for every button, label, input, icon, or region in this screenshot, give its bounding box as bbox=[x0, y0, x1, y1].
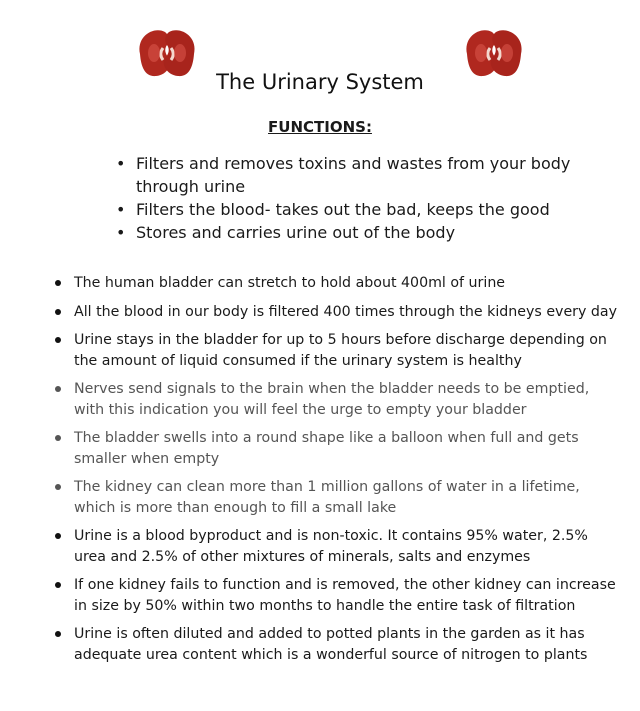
fact-text: The bladder swells into a round shape like a balloon when full and gets smaller when empty bbox=[74, 430, 579, 467]
fact-text: Urine is a blood byproduct and is non-toxic. It contains 95% water, 2.5% urea and 2.5% of other mixtures of minerals, salts and enzymes bbox=[74, 528, 588, 565]
bullet-icon bbox=[55, 309, 61, 315]
fact-text: The human bladder can stretch to hold about 400ml of urine bbox=[74, 275, 506, 291]
function-text: Filters and removes toxins and wastes from your body through urine bbox=[136, 154, 571, 196]
fact-item bbox=[52, 477, 622, 518]
bullet-icon: • bbox=[116, 200, 126, 219]
fact-text: All the blood in our body is filtered 400 times through the kidneys every day bbox=[74, 303, 618, 320]
fact-item bbox=[52, 526, 622, 567]
fact-text: Urine stays in the bladder for up to 5 hours before discharge depending on the amount of liquid consumed if the urinary system is healthy bbox=[74, 332, 607, 369]
fact-item bbox=[52, 330, 622, 371]
fact-text: Urine is often diluted and added to potted plants in the garden as it has adequate urea content which is a wonderful source of nitrogen to plants bbox=[74, 626, 588, 663]
functions-heading: FUNCTIONS: bbox=[268, 118, 372, 136]
bullet-icon: • bbox=[116, 223, 126, 242]
bullet-icon bbox=[55, 280, 61, 286]
bullet-icon bbox=[55, 484, 61, 490]
fact-item bbox=[52, 428, 622, 469]
bullet-icon bbox=[55, 435, 61, 441]
bullet-icon bbox=[55, 337, 61, 343]
functions-list bbox=[112, 152, 582, 244]
bullet-icon bbox=[55, 582, 61, 588]
bullet-icon bbox=[55, 386, 61, 392]
fact-item bbox=[52, 273, 622, 294]
fact-item bbox=[52, 379, 622, 420]
bullet-icon bbox=[55, 631, 61, 637]
function-text: Filters the blood- takes out the bad, keeps the good bbox=[136, 200, 550, 219]
function-item bbox=[112, 152, 582, 198]
fact-text: If one kidney fails to function and is removed, the other kidney can increase in size by 50% within two months to handle the entire task of filtration bbox=[74, 577, 616, 614]
function-text: Stores and carries urine out of the body bbox=[136, 223, 456, 242]
page-title: The Urinary System bbox=[216, 70, 424, 94]
facts-list bbox=[52, 273, 622, 673]
bullet-icon: • bbox=[116, 154, 126, 173]
function-item bbox=[112, 198, 582, 221]
fact-text: Nerves send signals to the brain when the bladder needs to be emptied, with this indication you will feel the urge to empty your bladder bbox=[74, 381, 590, 418]
function-item bbox=[112, 221, 582, 244]
fact-item bbox=[52, 575, 622, 616]
fact-text: The kidney can clean more than 1 million gallons of water in a lifetime, which is more than enough to fill a small lake bbox=[74, 479, 580, 516]
bullet-icon bbox=[55, 533, 61, 539]
fact-item bbox=[52, 624, 622, 665]
fact-item bbox=[52, 302, 622, 323]
